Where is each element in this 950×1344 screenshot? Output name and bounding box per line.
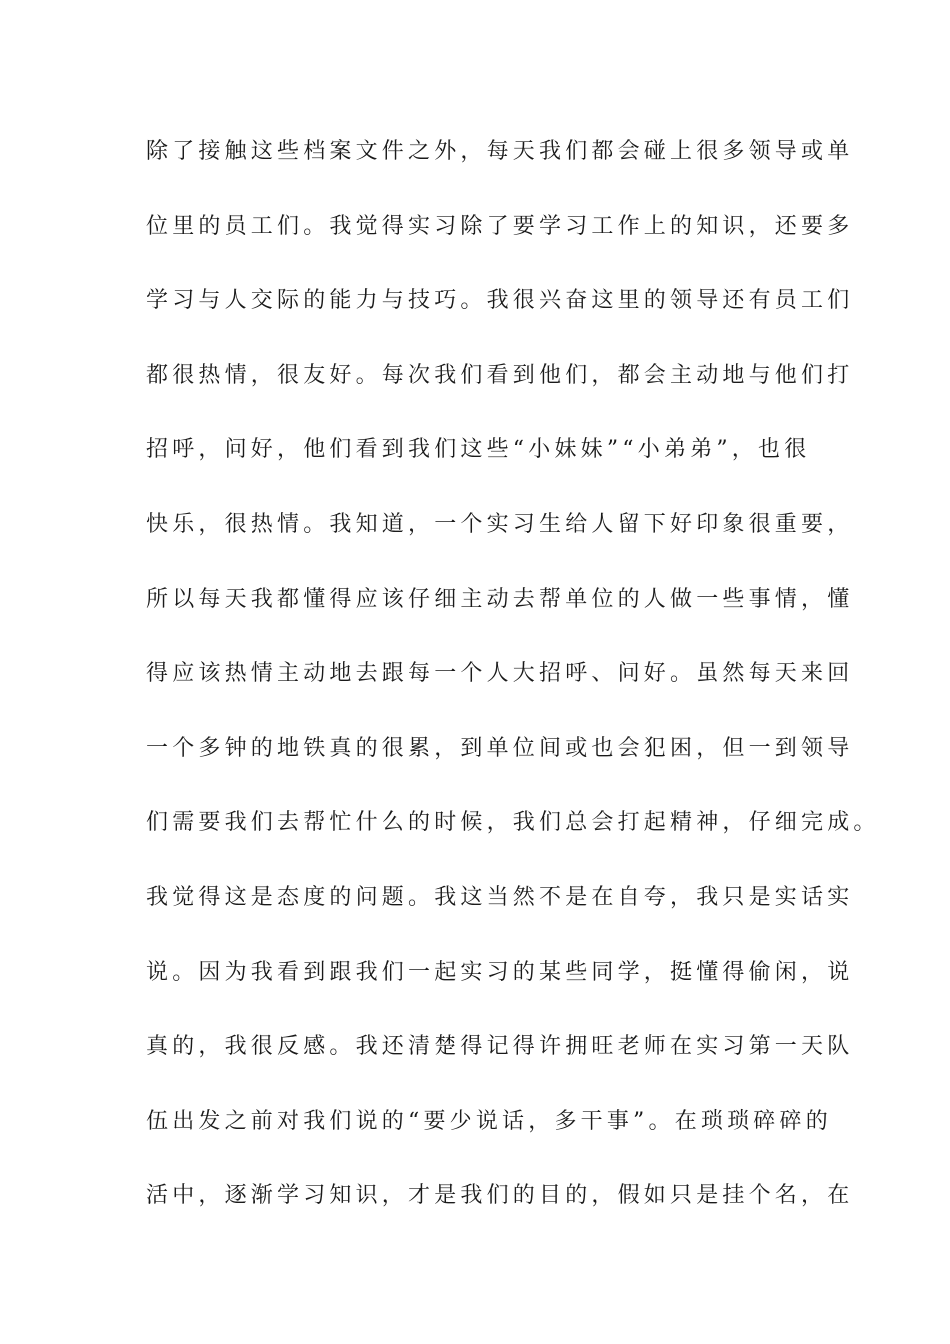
text-line: 一个多钟的地铁真的很累，到单位间或也会犯困，但一到领导 [146,735,854,761]
text-line: 活中，逐渐学习知识，才是我们的目的，假如只是挂个名，在 [146,1183,854,1209]
text-line: 快乐，很热情。我知道，一个实习生给人留下好印象很重要， [146,511,854,537]
text-line: 们需要我们去帮忙什么的时候，我们总会打起精神，仔细完成。 [146,810,880,836]
text-line: 真的，我很反感。我还清楚得记得许拥旺老师在实习第一天队 [146,1034,854,1060]
text-line: 都很热情，很友好。每次我们看到他们，都会主动地与他们打 [146,362,854,388]
text-line: 伍出发之前对我们说的“要少说话，多干事”。在琐琐碎碎的 [146,1108,832,1134]
text-line: 我觉得这是态度的问题。我这当然不是在自夸，我只是实话实 [146,884,854,910]
text-line: 所以每天我都懂得应该仔细主动去帮单位的人做一些事情，懂 [146,586,854,612]
body-text [146,132,880,1251]
text-line: 除了接触这些档案文件之外，每天我们都会碰上很多领导或单 [146,139,854,164]
text-line: 得应该热情主动地去跟每一个人大招呼、问好。虽然每天来回 [146,661,854,687]
text-line: 位里的员工们。我觉得实习除了要学习工作上的知识，还要多 [146,213,854,239]
text-line: 招呼，问好，他们看到我们这些“小妹妹”“小弟弟”，也很 [146,437,811,463]
text-line: 学习与人交际的能力与技巧。我很兴奋这里的领导还有员工们 [146,288,854,314]
text-line: 说。因为我看到跟我们一起实习的某些同学，挺懂得偷闲，说 [146,959,854,985]
